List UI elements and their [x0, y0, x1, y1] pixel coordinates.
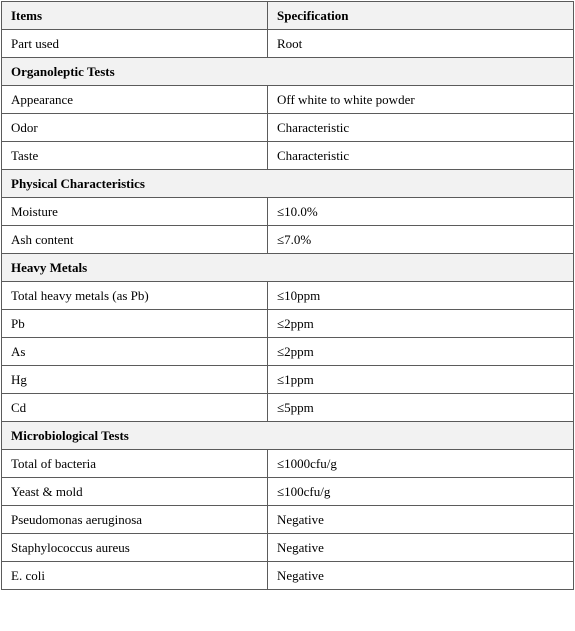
item-cell: As — [2, 338, 268, 366]
section-row — [2, 58, 574, 86]
table-row — [2, 394, 574, 422]
table-row — [2, 562, 574, 590]
table-row — [2, 310, 574, 338]
spec-cell: ≤2ppm — [268, 310, 574, 338]
item-cell: Pseudomonas aeruginosa — [2, 506, 268, 534]
item-cell: Odor — [2, 114, 268, 142]
spec-cell: ≤1000cfu/g — [268, 450, 574, 478]
section-row — [2, 422, 574, 450]
header-row — [2, 2, 574, 30]
section-title: Organoleptic Tests — [2, 58, 574, 86]
table-body — [2, 2, 574, 590]
table-row — [2, 478, 574, 506]
spec-cell: ≤10.0% — [268, 198, 574, 226]
table-row — [2, 338, 574, 366]
section-title: Microbiological Tests — [2, 422, 574, 450]
item-cell: Ash content — [2, 226, 268, 254]
item-cell: Staphylococcus aureus — [2, 534, 268, 562]
item-cell: Pb — [2, 310, 268, 338]
spec-cell: ≤2ppm — [268, 338, 574, 366]
item-cell: Taste — [2, 142, 268, 170]
section-title: Heavy Metals — [2, 254, 574, 282]
section-title: Physical Characteristics — [2, 170, 574, 198]
item-cell: Yeast & mold — [2, 478, 268, 506]
item-cell: Hg — [2, 366, 268, 394]
spec-cell: ≤100cfu/g — [268, 478, 574, 506]
item-cell: Moisture — [2, 198, 268, 226]
item-cell: Appearance — [2, 86, 268, 114]
table-row — [2, 30, 574, 58]
table-row — [2, 86, 574, 114]
spec-cell: ≤5ppm — [268, 394, 574, 422]
spec-cell: Characteristic — [268, 114, 574, 142]
specification-table — [1, 1, 574, 590]
table-row — [2, 506, 574, 534]
header-specification: Specification — [268, 2, 574, 30]
item-cell: Part used — [2, 30, 268, 58]
table-row — [2, 198, 574, 226]
table-row — [2, 450, 574, 478]
spec-cell: Root — [268, 30, 574, 58]
spec-cell: ≤10ppm — [268, 282, 574, 310]
spec-cell: ≤1ppm — [268, 366, 574, 394]
section-row — [2, 254, 574, 282]
spec-cell: Characteristic — [268, 142, 574, 170]
spec-cell: Negative — [268, 562, 574, 590]
table-row — [2, 534, 574, 562]
table-row — [2, 142, 574, 170]
spec-cell: Negative — [268, 534, 574, 562]
spec-cell: Off white to white powder — [268, 86, 574, 114]
section-row — [2, 170, 574, 198]
item-cell: E. coli — [2, 562, 268, 590]
table-row — [2, 366, 574, 394]
item-cell: Total of bacteria — [2, 450, 268, 478]
table-row — [2, 114, 574, 142]
spec-cell: ≤7.0% — [268, 226, 574, 254]
item-cell: Cd — [2, 394, 268, 422]
spec-cell: Negative — [268, 506, 574, 534]
header-items: Items — [2, 2, 268, 30]
table-row — [2, 226, 574, 254]
item-cell: Total heavy metals (as Pb) — [2, 282, 268, 310]
table-row — [2, 282, 574, 310]
